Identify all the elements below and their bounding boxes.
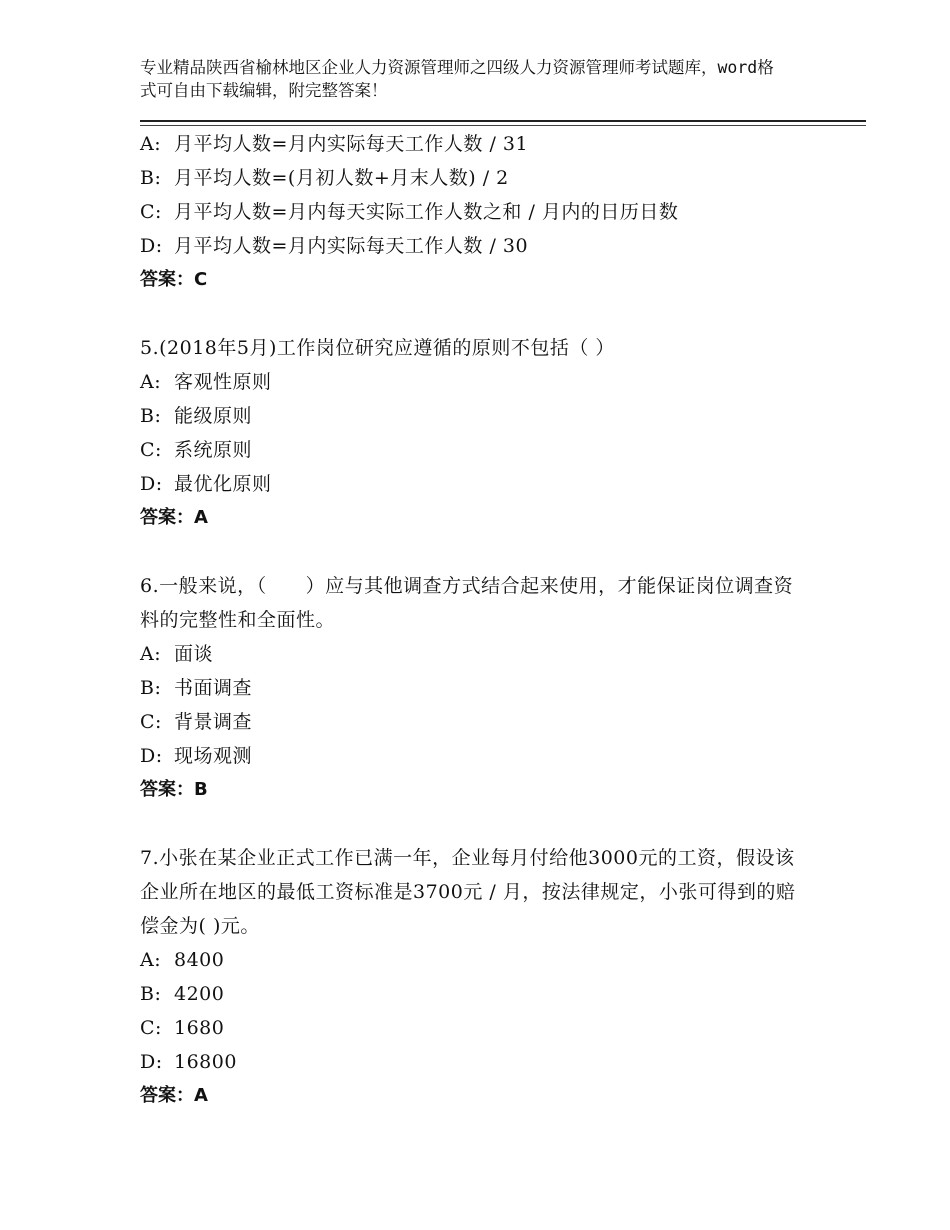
option-a: A: 面谈 [140, 643, 214, 665]
option-a: A: 月平均人数=月内实际每天工作人数 / 31 [140, 133, 529, 155]
option-c: C: 背景调查 [140, 711, 253, 733]
question-stem: 7.小张在某企业正式工作已满一年，企业每月付给他3000元的工资，假设该企业所在地区的最低工资标准是3700元 / 月，按法律规定，小张可得到的赔偿金为( )元。 [140, 847, 796, 937]
answer-line: 答案：A [140, 507, 208, 528]
question-6 [140, 569, 840, 807]
option-b: B: 4200 [140, 983, 225, 1005]
question-list [140, 127, 840, 1113]
question-4 [140, 127, 840, 297]
option-d: D: 月平均人数=月内实际每天工作人数 / 30 [140, 235, 529, 257]
option-c: C: 系统原则 [140, 439, 253, 461]
option-a: A: 客观性原则 [140, 371, 272, 393]
option-b: B: 能级原则 [140, 405, 253, 427]
header-divider-thin [140, 125, 866, 126]
question-5 [140, 331, 840, 535]
answer-line: 答案：C [140, 269, 208, 290]
question-7 [140, 841, 840, 1113]
question-stem: 6.一般来说，（ ）应与其他调查方式结合起来使用，才能保证岗位调查资料的完整性和全面性。 [140, 575, 794, 631]
answer-line: 答案：B [140, 779, 208, 800]
answer-line: 答案：A [140, 1085, 208, 1106]
document-header: 专业精品陕西省榆林地区企业人力资源管理师之四级人力资源管理师考试题库，word格式可自由下载编辑，附完整答案！ [140, 58, 774, 100]
option-a: A: 8400 [140, 949, 225, 971]
header-divider-thick [140, 120, 866, 122]
option-c: C: 1680 [140, 1017, 225, 1039]
option-b: B: 月平均人数=(月初人数+月末人数) / 2 [140, 167, 509, 189]
option-d: D: 最优化原则 [140, 473, 272, 495]
option-b: B: 书面调查 [140, 677, 253, 699]
option-d: D: 现场观测 [140, 745, 253, 767]
option-c: C: 月平均人数=月内每天实际工作人数之和 / 月内的日历日数 [140, 201, 679, 223]
question-stem: 5.(2018年5月)工作岗位研究应遵循的原则不包括（ ） [140, 337, 615, 359]
option-d: D: 16800 [140, 1051, 237, 1073]
